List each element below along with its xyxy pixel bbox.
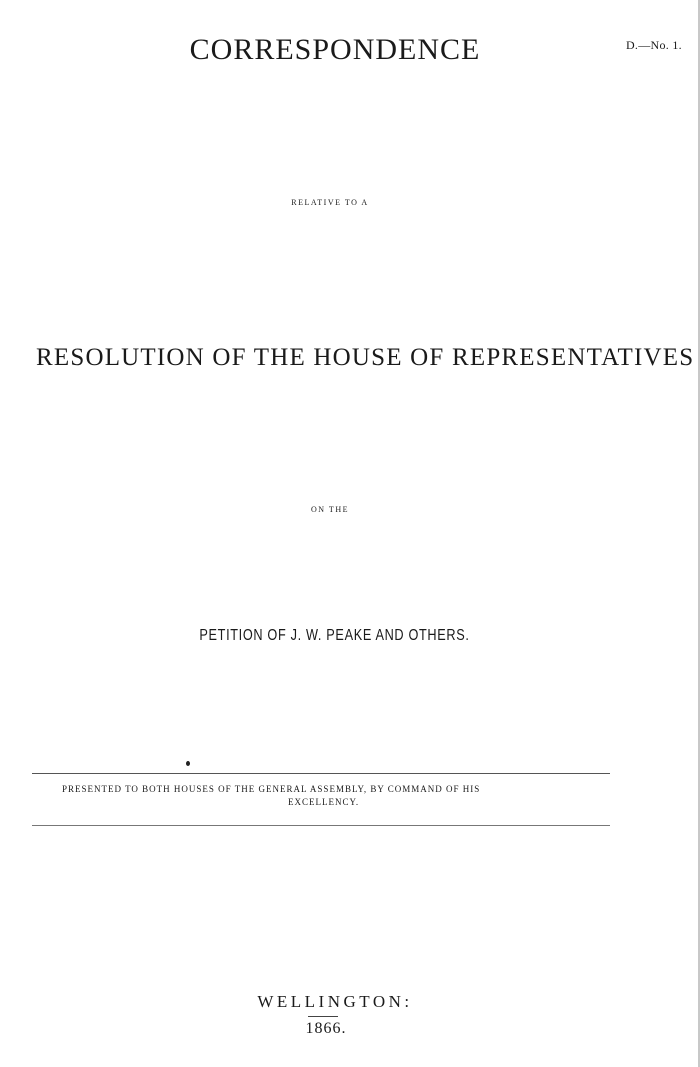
imprint-rule bbox=[308, 1016, 338, 1017]
page-title: CORRESPONDENCE bbox=[189, 33, 481, 66]
document-reference: D.—No. 1. bbox=[625, 38, 682, 52]
on-the-text: ON THE bbox=[311, 505, 349, 514]
ink-dot bbox=[186, 761, 190, 766]
imprint-year: 1866. bbox=[305, 1020, 347, 1037]
imprint-place: WELLINGTON: bbox=[257, 992, 413, 1011]
relative-to-text: RELATIVE TO A bbox=[291, 198, 369, 207]
presented-notice bbox=[62, 783, 622, 809]
presented-line-1: PRESENTED TO BOTH HOUSES OF THE GENERAL ASSEMBLY, BY COMMAND OF HIS bbox=[62, 784, 481, 794]
bottom-divider bbox=[32, 825, 610, 826]
petition-heading: PETITION OF J. W. PEAKE AND OTHERS. bbox=[199, 627, 470, 644]
presented-line-2: EXCELLENCY. bbox=[288, 797, 360, 807]
resolution-heading: RESOLUTION OF THE HOUSE OF REPRESENTATIVES bbox=[36, 344, 695, 371]
top-divider bbox=[32, 773, 610, 774]
